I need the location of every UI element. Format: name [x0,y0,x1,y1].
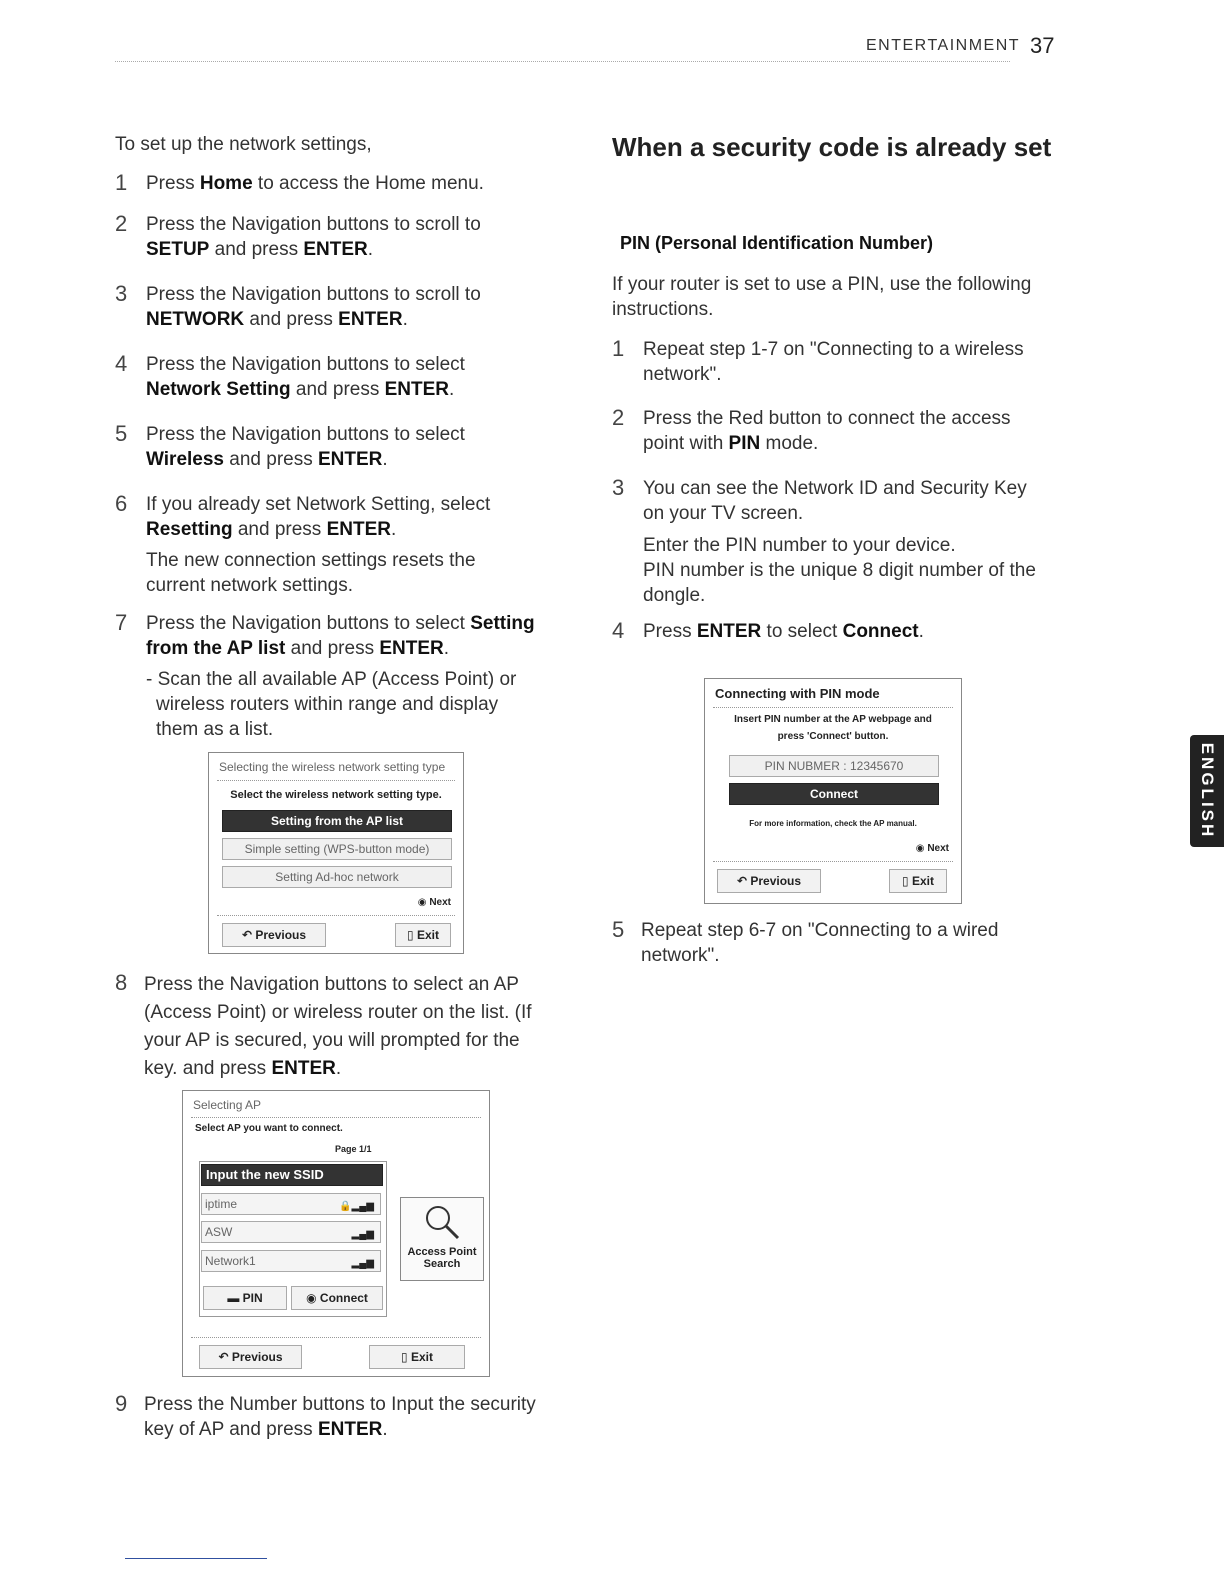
next-hint: ◉ Next [417,897,451,908]
header-rule [115,61,1010,62]
previous-button[interactable]: ↶ Previous [199,1345,302,1369]
step-8-text: Press the Navigation buttons to select an AP (Access Point) or wireless router on the list. (If your AP is secured, you will prompted for the key. and press ENTER. [144,974,532,1079]
dialog-title: Connecting with PIN mode [715,686,880,701]
access-point-search-button[interactable] [400,1197,484,1281]
step-number: 3 [612,475,625,500]
step-number: 5 [612,917,625,942]
previous-button[interactable]: ↶ Previous [222,923,326,947]
step-5-text: Press the Navigation buttons to select Wireless and press ENTER. [146,424,465,470]
step-4-text: Press the Navigation buttons to select Network Setting and press ENTER. [146,354,465,400]
exit-button[interactable]: ▯ Exit [395,923,451,947]
step-number: 8 [115,970,128,995]
dialog-prompt: Select AP you want to connect. [195,1123,343,1134]
back-icon: ↶ [736,874,747,888]
list-item[interactable]: ASW ▂▄▆ [201,1221,381,1243]
signal-icon: ▂▄▆ [351,1229,374,1240]
dialog-prompt: Select the wireless network setting type. [230,789,442,801]
step-7-text: Press the Navigation buttons to select Setting from the AP list and press ENTER. - Scan the all available AP (Access Point) or wireless routers within range and display them as a list. [146,613,535,740]
network-setting-type-dialog [208,752,464,954]
step-number: 1 [115,170,128,195]
enter-icon: ◉ [417,897,427,908]
enter-icon: ◉ [915,843,925,854]
right-step-5: Repeat step 6-7 on "Connecting to a wired network". [641,920,999,966]
step-number: 3 [115,281,128,306]
red-button-icon: ▬ [227,1291,240,1305]
dialog-title: Selecting the wireless network setting type [219,760,446,774]
lock-signal-icon: 🔒▂▄▆ [339,1201,374,1212]
right-step-2: Press the Red button to connect the access point with PIN mode. [643,408,1011,454]
step-1-text: Press Home to access the Home menu. [146,173,484,194]
page-indicator: Page 1/1 [335,1144,372,1154]
pin-instruction-line2: press 'Connect' button. [777,731,889,742]
option-simple-setting-wps[interactable]: Simple setting (WPS-button mode) [222,838,452,860]
step-number: 6 [115,491,128,516]
list-item[interactable]: Network1 ▂▄▆ [201,1250,381,1272]
right-step-4: Press ENTER to select Connect. [643,621,924,642]
step-3-text: Press the Navigation buttons to scroll to NETWORK and press ENTER. [146,284,481,330]
list-item[interactable]: iptime 🔒▂▄▆ [201,1193,381,1215]
step-number: 7 [115,610,128,635]
page-number: 37 [1030,33,1055,58]
right-step-3: You can see the Network ID and Security Key on your TV screen. Enter the PIN number to your device. PIN number is the unique 8 digit number of the dongle. [643,478,1036,606]
back-icon: ↶ [218,1350,229,1364]
step-9-text: Press the Number buttons to Input the security key of AP and press ENTER. [144,1394,536,1440]
signal-icon: ▂▄▆ [351,1258,374,1269]
intro-text: To set up the network settings, [115,134,372,155]
access-point-search-label: Access Point Search [407,1246,477,1270]
exit-button[interactable]: ▯ Exit [369,1345,465,1369]
step-6-text: If you already set Network Setting, select Resetting and press ENTER. The new connection settings resets the current network settings. [146,494,491,596]
connect-button[interactable]: Connect [729,783,939,805]
option-setting-from-ap-list[interactable]: Setting from the AP list [222,810,452,832]
exit-icon: ▯ [902,874,909,888]
previous-button[interactable]: ↶ Previous [717,869,821,893]
step-number: 4 [115,351,128,376]
exit-icon: ▯ [401,1350,408,1364]
selecting-ap-dialog [182,1090,490,1377]
input-new-ssid[interactable]: Input the new SSID [201,1164,383,1186]
running-header-section: ENTERTAINMENT [866,37,1021,54]
section-heading: When a security code is already set [612,132,1052,162]
step-2-text: Press the Navigation buttons to scroll to SETUP and press ENTER. [146,214,481,260]
magnifier-icon [422,1202,462,1242]
option-setting-ad-hoc[interactable]: Setting Ad-hoc network [222,866,452,888]
step-number: 2 [612,405,625,430]
pin-button[interactable]: ▬ PIN [203,1286,287,1310]
ap-manual-info: For more information, check the AP manual. [749,819,917,828]
exit-button[interactable]: ▯ Exit [889,869,947,893]
next-hint: ◉ Next [915,843,949,854]
pin-mode-dialog [704,678,962,904]
language-side-tab-label: ENGLISH [1198,742,1217,840]
right-step-1: Repeat step 1-7 on "Connecting to a wireless network". [643,339,1024,385]
back-icon: ↶ [241,928,252,942]
footer-rule [125,1558,267,1559]
pin-intro: If your router is set to use a PIN, use the following instructions. [612,274,1032,320]
connect-button[interactable]: ◉ Connect [291,1286,383,1310]
enter-icon: ◉ [306,1291,317,1305]
exit-icon: ▯ [407,928,414,942]
subsection-heading: PIN (Personal Identification Number) [620,233,934,253]
step-number: 9 [115,1391,128,1416]
language-side-tab [1190,735,1224,847]
step-number: 1 [612,336,625,361]
step-number: 4 [612,618,625,643]
step-number: 5 [115,421,128,446]
pin-instruction-line1: Insert PIN number at the AP webpage and [734,714,932,725]
pin-number-field: PIN NUBMER : 12345670 [729,755,939,777]
step-number: 2 [115,211,128,236]
dialog-title: Selecting AP [193,1098,262,1112]
